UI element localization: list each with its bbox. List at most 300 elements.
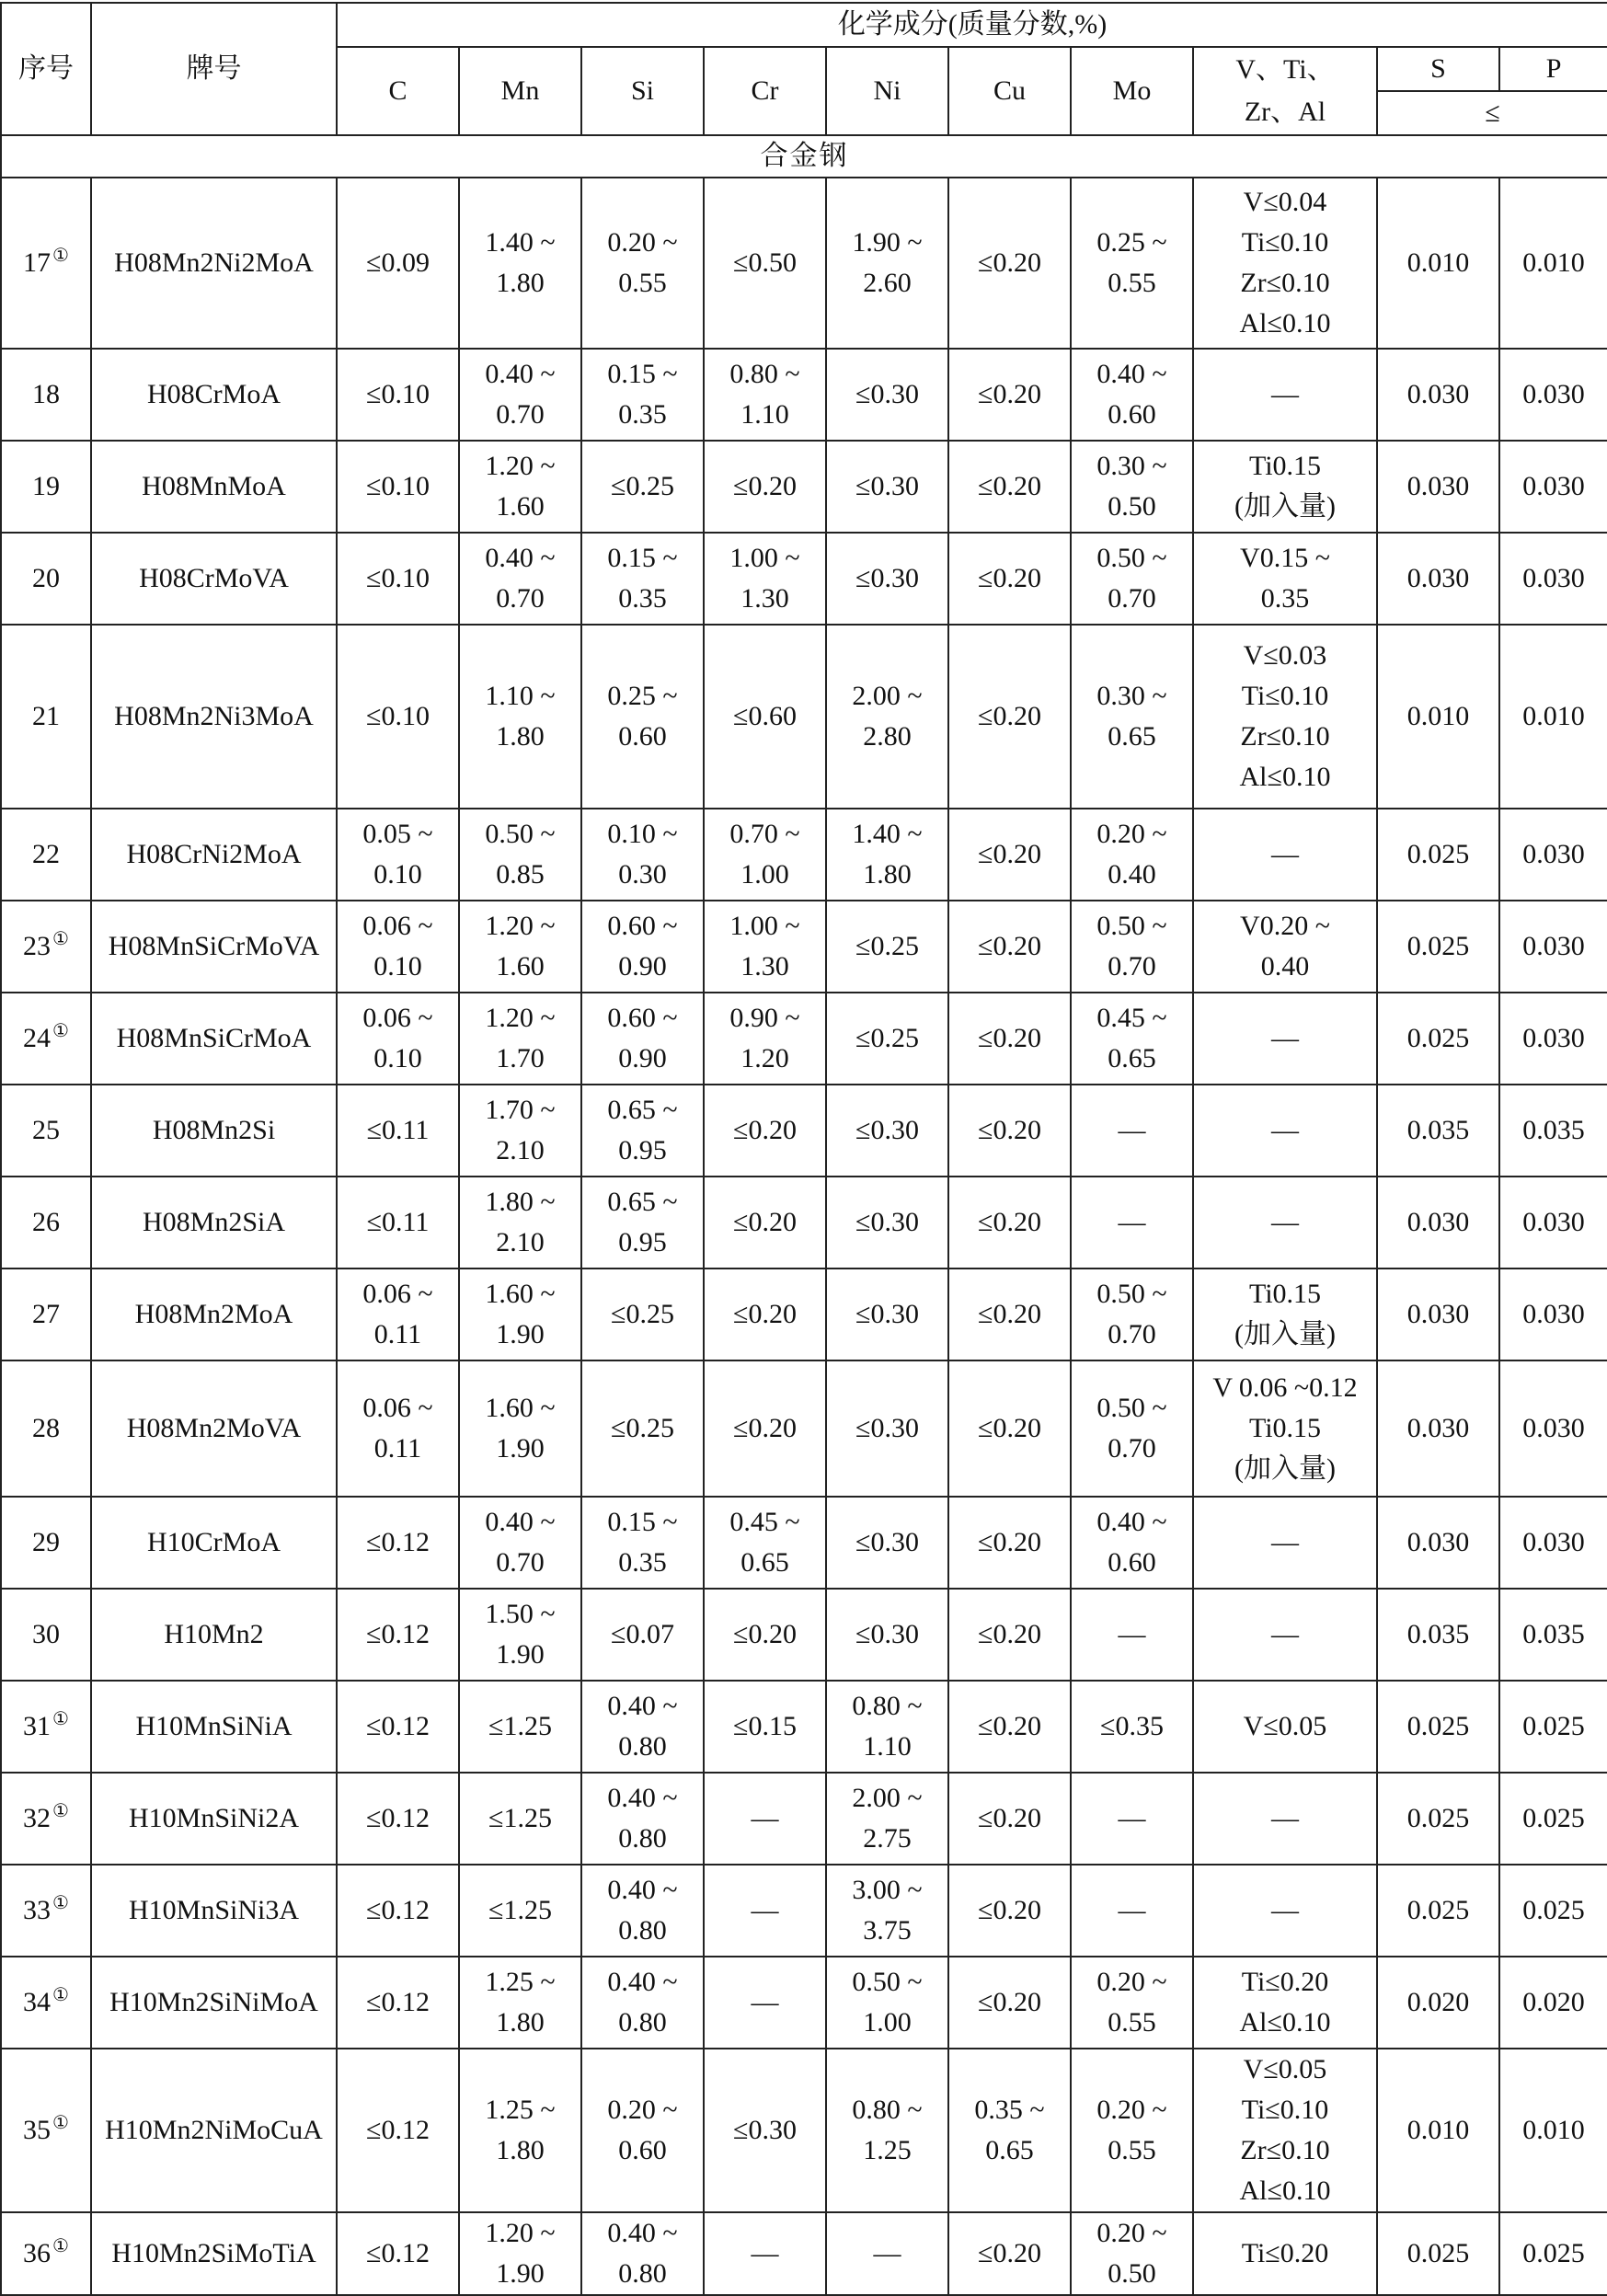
cell-grade: H08CrNi2MoA <box>91 809 337 901</box>
cell-mo-line: ≤0.35 <box>1100 1711 1164 1741</box>
cell-cu <box>948 533 1071 625</box>
cell-mn-line: 1.40 ~ <box>485 227 556 258</box>
cell-mn-line: 1.60 ~ <box>485 1393 556 1423</box>
cell-cu-line: ≤0.20 <box>978 1987 1041 2017</box>
cell-mo-line: — <box>1118 1115 1146 1145</box>
cell-mn-line: 1.25 ~ <box>485 1967 556 1997</box>
cell-mo-line: — <box>1118 1895 1146 1925</box>
cell-si-line: 0.80 <box>618 2007 667 2038</box>
cell-si-line: 0.60 ~ <box>607 911 678 941</box>
cell-v <box>1193 1865 1377 1957</box>
cell-cr <box>704 625 826 809</box>
cell-cr-line: — <box>751 1895 779 1925</box>
cell-cr <box>704 1085 826 1177</box>
cell-v-line: Al≤0.10 <box>1239 762 1331 792</box>
cell-c <box>337 1681 459 1773</box>
cell-c-line: ≤0.11 <box>366 1115 430 1145</box>
cell-v <box>1193 441 1377 533</box>
seq-number: 29 <box>32 1527 60 1557</box>
cell-c-line: 0.06 ~ <box>362 1393 433 1423</box>
cell-mo <box>1071 1269 1193 1360</box>
cell-mo-line: 0.40 ~ <box>1096 359 1167 389</box>
cell-v-line: (加入量) <box>1234 1453 1336 1484</box>
cell-p: 0.030 <box>1499 1269 1607 1360</box>
cell-cr <box>704 1773 826 1865</box>
cell-c-line: 0.05 ~ <box>362 819 433 849</box>
cell-mo-line: 0.70 <box>1108 1319 1156 1349</box>
table-row <box>1 625 1607 809</box>
cell-si <box>581 1177 704 1269</box>
cell-mo-line: 0.60 <box>1108 399 1156 430</box>
cell-si <box>581 533 704 625</box>
seq-number: 34 <box>23 1987 52 2017</box>
cell-mn <box>459 533 581 625</box>
cell-s: 0.030 <box>1377 1360 1499 1497</box>
cell-si <box>581 1865 704 1957</box>
cell-c <box>337 901 459 993</box>
cell-cu-line: ≤0.20 <box>978 247 1041 278</box>
cell-mo <box>1071 533 1193 625</box>
cell-ni <box>826 1497 948 1589</box>
cell-si-line: ≤0.25 <box>611 1413 674 1443</box>
cell-c-line: ≤0.12 <box>366 2115 430 2145</box>
cell-grade: H08CrMoA <box>91 349 337 441</box>
cell-seq <box>1 1360 91 1497</box>
cell-si <box>581 441 704 533</box>
cell-mo-line: — <box>1118 1619 1146 1649</box>
cell-ni <box>826 2212 948 2295</box>
cell-si-line: 0.80 <box>618 2258 667 2289</box>
footnote-mark: ① <box>52 2236 69 2256</box>
header-cu: Cu <box>948 47 1071 135</box>
cell-mn <box>459 809 581 901</box>
footnote-mark: ① <box>52 1801 69 1821</box>
cell-cu <box>948 1865 1071 1957</box>
cell-v-line: — <box>1271 1207 1299 1237</box>
cell-cr-line: 1.10 <box>740 399 789 430</box>
cell-p: 0.030 <box>1499 533 1607 625</box>
cell-ni-line: 3.75 <box>863 1915 912 1946</box>
table-row <box>1 1681 1607 1773</box>
table-body <box>1 178 1607 2295</box>
cell-ni <box>826 1269 948 1360</box>
cell-cr <box>704 1681 826 1773</box>
cell-v-line: (加入量) <box>1234 1319 1336 1349</box>
cell-mo <box>1071 1085 1193 1177</box>
footnote-mark: ① <box>52 929 69 949</box>
cell-mn-line: 1.90 <box>496 2258 545 2289</box>
cell-v-line: Zr≤0.10 <box>1240 268 1330 298</box>
cell-p: 0.025 <box>1499 1681 1607 1773</box>
cell-grade: H08Mn2MoA <box>91 1269 337 1360</box>
cell-ni <box>826 1085 948 1177</box>
cell-cr <box>704 1269 826 1360</box>
table-row <box>1 1865 1607 1957</box>
cell-seq <box>1 1177 91 1269</box>
table-row <box>1 178 1607 349</box>
cell-si <box>581 2212 704 2295</box>
cell-mn-line: 0.40 ~ <box>485 1507 556 1537</box>
cell-si <box>581 809 704 901</box>
cell-cr-line: ≤0.20 <box>733 471 797 501</box>
cell-cr <box>704 441 826 533</box>
cell-mo-line: 0.50 <box>1108 491 1156 522</box>
header-grade: 牌号 <box>91 3 337 135</box>
cell-s: 0.010 <box>1377 2049 1499 2212</box>
header-s: S <box>1377 47 1499 91</box>
seq-number: 22 <box>32 839 60 869</box>
cell-grade: H10CrMoA <box>91 1497 337 1589</box>
cell-s: 0.030 <box>1377 1497 1499 1589</box>
cell-v-line: Al≤0.10 <box>1239 2007 1331 2038</box>
cell-v-line: V≤0.03 <box>1243 640 1327 671</box>
cell-mo-line: 0.45 ~ <box>1096 1003 1167 1033</box>
cell-cr-line: ≤0.20 <box>733 1413 797 1443</box>
cell-v <box>1193 533 1377 625</box>
cell-p: 0.030 <box>1499 901 1607 993</box>
cell-si-line: 0.35 <box>618 583 667 614</box>
cell-s: 0.025 <box>1377 901 1499 993</box>
cell-si <box>581 1269 704 1360</box>
header-cr: Cr <box>704 47 826 135</box>
chemical-composition-table <box>0 2 1607 2296</box>
seq-number: 24 <box>23 1023 52 1053</box>
cell-s: 0.010 <box>1377 625 1499 809</box>
seq-number: 26 <box>32 1207 60 1237</box>
cell-ni <box>826 349 948 441</box>
cell-grade: H10Mn2 <box>91 1589 337 1681</box>
cell-c-line: ≤0.12 <box>366 1619 430 1649</box>
cell-grade: H08MnSiCrMoVA <box>91 901 337 993</box>
cell-c <box>337 1957 459 2049</box>
cell-si <box>581 178 704 349</box>
cell-cu-line: ≤0.20 <box>978 1299 1041 1329</box>
cell-seq <box>1 1681 91 1773</box>
cell-p: 0.035 <box>1499 1589 1607 1681</box>
cell-mo-line: 0.55 <box>1108 2135 1156 2165</box>
cell-mo-line: 0.50 ~ <box>1096 1393 1167 1423</box>
cell-seq <box>1 1589 91 1681</box>
cell-v <box>1193 349 1377 441</box>
cell-seq <box>1 809 91 901</box>
header-p: P <box>1499 47 1607 91</box>
cell-ni-line: 3.00 ~ <box>852 1875 923 1905</box>
cell-si <box>581 2049 704 2212</box>
cell-mo <box>1071 901 1193 993</box>
seq-number: 28 <box>32 1413 60 1443</box>
cell-ni-line: 2.00 ~ <box>852 681 923 711</box>
cell-seq <box>1 1865 91 1957</box>
footnote-mark: ① <box>52 1893 69 1913</box>
cell-grade: H10MnSiNiA <box>91 1681 337 1773</box>
cell-ni-line: 1.25 <box>863 2135 912 2165</box>
cell-mn <box>459 1773 581 1865</box>
cell-ni-line: 1.00 <box>863 2007 912 2038</box>
cell-seq <box>1 1085 91 1177</box>
cell-si-line: 0.80 <box>618 1823 667 1854</box>
cell-c <box>337 993 459 1085</box>
cell-mn-line: 1.80 ~ <box>485 1187 556 1217</box>
table-row <box>1 2049 1607 2212</box>
cell-mn <box>459 441 581 533</box>
cell-cu-line: ≤0.20 <box>978 563 1041 593</box>
header-sp-limit: ≤ <box>1377 91 1607 135</box>
cell-cu <box>948 178 1071 349</box>
footnote-mark: ① <box>52 1021 69 1041</box>
cell-mo <box>1071 349 1193 441</box>
cell-grade: H10Mn2SiMoTiA <box>91 2212 337 2295</box>
cell-cr-line: ≤0.20 <box>733 1619 797 1649</box>
header-ni: Ni <box>826 47 948 135</box>
cell-mo-line: 0.65 <box>1108 1043 1156 1073</box>
cell-cr <box>704 1865 826 1957</box>
cell-cr-line: 0.65 <box>740 1547 789 1578</box>
seq-number: 36 <box>23 2238 52 2268</box>
cell-si-line: 0.60 <box>618 721 667 752</box>
cell-v-line: Ti0.15 <box>1248 1279 1322 1309</box>
table-header <box>1 3 1607 178</box>
cell-v-line: (加入量) <box>1234 491 1336 522</box>
cell-mn-line: 0.40 ~ <box>485 359 556 389</box>
cell-ni-line: 2.80 <box>863 721 912 752</box>
cell-v <box>1193 1497 1377 1589</box>
cell-ni <box>826 178 948 349</box>
cell-si <box>581 1957 704 2049</box>
cell-mn <box>459 625 581 809</box>
cell-v-line: Ti≤0.10 <box>1241 681 1329 711</box>
cell-cr <box>704 901 826 993</box>
cell-mo <box>1071 1865 1193 1957</box>
cell-cu <box>948 1269 1071 1360</box>
cell-cr-line: 1.30 <box>740 951 789 982</box>
cell-c-line: 0.10 <box>373 859 422 890</box>
cell-si-line: 0.15 ~ <box>607 543 678 573</box>
cell-mn-line: 0.70 <box>496 1547 545 1578</box>
cell-mn-line: 1.60 <box>496 951 545 982</box>
cell-si <box>581 625 704 809</box>
cell-ni <box>826 441 948 533</box>
cell-mo <box>1071 178 1193 349</box>
cell-c-line: ≤0.10 <box>366 471 430 501</box>
cell-cu-line: 0.35 ~ <box>974 2095 1045 2125</box>
cell-mn <box>459 1497 581 1589</box>
cell-si-line: ≤0.25 <box>611 1299 674 1329</box>
cell-cr <box>704 1497 826 1589</box>
cell-c-line: ≤0.10 <box>366 701 430 731</box>
cell-c <box>337 349 459 441</box>
header-mn: Mn <box>459 47 581 135</box>
cell-ni <box>826 625 948 809</box>
cell-si <box>581 1589 704 1681</box>
cell-ni <box>826 533 948 625</box>
cell-v <box>1193 1269 1377 1360</box>
cell-mn-line: 1.70 ~ <box>485 1095 556 1125</box>
cell-seq <box>1 993 91 1085</box>
cell-cu-line: ≤0.20 <box>978 2238 1041 2268</box>
cell-cr-line: ≤0.20 <box>733 1115 797 1145</box>
cell-p: 0.025 <box>1499 2212 1607 2295</box>
cell-c <box>337 625 459 809</box>
cell-grade: H10Mn2SiNiMoA <box>91 1957 337 2049</box>
cell-v-line: — <box>1271 1803 1299 1833</box>
cell-c <box>337 1360 459 1497</box>
cell-p: 0.025 <box>1499 1865 1607 1957</box>
cell-c-line: ≤0.12 <box>366 1895 430 1925</box>
cell-ni-line: — <box>873 2238 901 2268</box>
cell-seq <box>1 178 91 349</box>
cell-mo-line: 0.55 <box>1108 268 1156 298</box>
cell-mn <box>459 349 581 441</box>
cell-p: 0.010 <box>1499 2049 1607 2212</box>
cell-si-line: 0.15 ~ <box>607 359 678 389</box>
cell-ni-line: ≤0.30 <box>855 1413 919 1443</box>
cell-grade: H08Mn2SiA <box>91 1177 337 1269</box>
cell-c <box>337 1773 459 1865</box>
cell-mo-line: 0.40 <box>1108 859 1156 890</box>
cell-mo <box>1071 1681 1193 1773</box>
cell-cu-line: ≤0.20 <box>978 1619 1041 1649</box>
cell-cu-line: ≤0.20 <box>978 1207 1041 1237</box>
cell-mn-line: 1.90 <box>496 1433 545 1464</box>
cell-si-line: 0.40 ~ <box>607 2218 678 2248</box>
cell-v-line: — <box>1271 1115 1299 1145</box>
cell-si <box>581 993 704 1085</box>
cell-seq <box>1 1269 91 1360</box>
cell-si-line: ≤0.07 <box>611 1619 674 1649</box>
cell-mo-line: 0.25 ~ <box>1096 227 1167 258</box>
cell-cr <box>704 1589 826 1681</box>
cell-mn-line: ≤1.25 <box>488 1895 552 1925</box>
cell-seq <box>1 349 91 441</box>
cell-ni-line: 2.60 <box>863 268 912 298</box>
cell-cr-line: 0.45 ~ <box>729 1507 800 1537</box>
cell-si-line: 0.25 ~ <box>607 681 678 711</box>
cell-cu <box>948 2049 1071 2212</box>
cell-cr-line: 0.80 ~ <box>729 359 800 389</box>
cell-mo-line: 0.70 <box>1108 583 1156 614</box>
cell-si-line: 0.80 <box>618 1915 667 1946</box>
cell-mo-line: 0.20 ~ <box>1096 819 1167 849</box>
cell-si-line: 0.90 <box>618 1043 667 1073</box>
cell-c-line: 0.06 ~ <box>362 911 433 941</box>
cell-c <box>337 1497 459 1589</box>
header-seq: 序号 <box>1 3 91 135</box>
cell-ni-line: ≤0.30 <box>855 471 919 501</box>
cell-grade: H08MnSiCrMoA <box>91 993 337 1085</box>
cell-ni <box>826 993 948 1085</box>
cell-p: 0.020 <box>1499 1957 1607 2049</box>
cell-mn <box>459 1269 581 1360</box>
cell-c <box>337 441 459 533</box>
cell-mn-line: 1.80 <box>496 268 545 298</box>
cell-v-line: — <box>1271 1895 1299 1925</box>
seq-number: 33 <box>23 1895 52 1925</box>
cell-mn-line: 1.60 <box>496 491 545 522</box>
cell-c-line: 0.10 <box>373 1043 422 1073</box>
cell-mn-line: 1.80 <box>496 2135 545 2165</box>
cell-si <box>581 1773 704 1865</box>
cell-cr-line: 1.00 ~ <box>729 543 800 573</box>
cell-cu-line: ≤0.20 <box>978 1527 1041 1557</box>
cell-cu <box>948 349 1071 441</box>
cell-mo-line: 0.20 ~ <box>1096 1967 1167 1997</box>
cell-p: 0.010 <box>1499 178 1607 349</box>
cell-cu-line: ≤0.20 <box>978 1023 1041 1053</box>
cell-mo <box>1071 1497 1193 1589</box>
footnote-mark: ① <box>52 246 69 266</box>
cell-ni <box>826 1957 948 2049</box>
cell-cu <box>948 441 1071 533</box>
table-row <box>1 1497 1607 1589</box>
cell-si-line: 0.35 <box>618 1547 667 1578</box>
cell-v-line: V0.15 ~ <box>1240 543 1330 573</box>
section-row <box>1 135 1607 178</box>
cell-mn-line: 1.60 ~ <box>485 1279 556 1309</box>
cell-mo-line: 0.20 ~ <box>1096 2095 1167 2125</box>
cell-v-line: Zr≤0.10 <box>1240 2135 1330 2165</box>
cell-c-line: ≤0.11 <box>366 1207 430 1237</box>
cell-c-line: ≤0.10 <box>366 379 430 409</box>
cell-cu-line: ≤0.20 <box>978 931 1041 961</box>
seq-number: 32 <box>23 1803 52 1833</box>
cell-mo-line: 0.30 ~ <box>1096 681 1167 711</box>
cell-v-line: V≤0.05 <box>1243 1711 1327 1741</box>
cell-v <box>1193 901 1377 993</box>
cell-mn-line: 1.10 ~ <box>485 681 556 711</box>
cell-p: 0.030 <box>1499 1497 1607 1589</box>
cell-c-line: ≤0.12 <box>366 1711 430 1741</box>
seq-number: 23 <box>23 931 52 961</box>
footnote-mark: ① <box>52 1709 69 1729</box>
cell-mn <box>459 2049 581 2212</box>
cell-si-line: 0.20 ~ <box>607 2095 678 2125</box>
cell-cu <box>948 993 1071 1085</box>
header-si: Si <box>581 47 704 135</box>
cell-v-line: V 0.06 ~0.12 <box>1212 1372 1358 1403</box>
cell-v <box>1193 178 1377 349</box>
cell-ni <box>826 2049 948 2212</box>
cell-cu-line: ≤0.20 <box>978 701 1041 731</box>
cell-s: 0.010 <box>1377 178 1499 349</box>
cell-mn-line: 1.90 <box>496 1319 545 1349</box>
cell-si-line: 0.90 <box>618 951 667 982</box>
cell-cu <box>948 625 1071 809</box>
cell-mn-line: 0.50 ~ <box>485 819 556 849</box>
cell-s: 0.030 <box>1377 349 1499 441</box>
seq-number: 27 <box>32 1299 60 1329</box>
cell-mo <box>1071 441 1193 533</box>
cell-si <box>581 1360 704 1497</box>
cell-mo <box>1071 625 1193 809</box>
cell-seq <box>1 1773 91 1865</box>
cell-mn-line: 0.70 <box>496 583 545 614</box>
cell-mn-line: 1.70 <box>496 1043 545 1073</box>
cell-cu <box>948 1773 1071 1865</box>
cell-cu-line: ≤0.20 <box>978 1115 1041 1145</box>
table-row <box>1 1269 1607 1360</box>
cell-p: 0.035 <box>1499 1085 1607 1177</box>
cell-si-line: 0.30 <box>618 859 667 890</box>
cell-c-line: ≤0.12 <box>366 1987 430 2017</box>
seq-number: 19 <box>32 471 60 501</box>
cell-v <box>1193 1360 1377 1497</box>
cell-cu <box>948 1177 1071 1269</box>
cell-si-line: ≤0.25 <box>611 471 674 501</box>
cell-mn <box>459 1865 581 1957</box>
cell-cr-line: 0.70 ~ <box>729 819 800 849</box>
seq-number: 18 <box>32 379 60 409</box>
cell-seq <box>1 2212 91 2295</box>
